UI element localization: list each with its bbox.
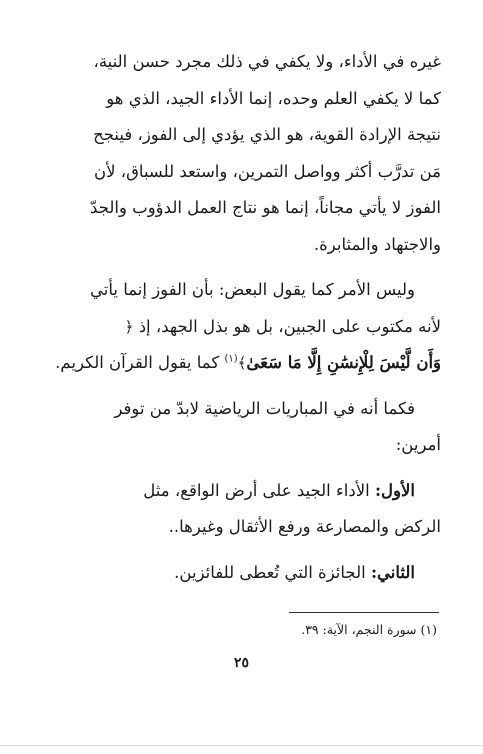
footnote: (١) سورة النجم، الآية: ٣٩. (301, 622, 437, 637)
text-line: فكما أنه في المباريات الرياضية لابدّ من توفر (114, 398, 415, 418)
text-line (36, 473, 441, 510)
quran-verse: وَأَن لَّيْسَ لِلْإِنسَٰنِ إِلَّا مَا سَعَىٰ (246, 353, 441, 372)
text-line: نتيجة الإرادة القوية، هو الذي يؤدي إلى الفوز، فينجح (93, 125, 441, 144)
text-line: كما لا يكفي العلم وحده، إنما الأداء الجيد، الذي هو (106, 88, 441, 108)
text-fragment: كما يقول القرآن الكريم. (55, 353, 220, 372)
text-line: مَن تدرَّب أكثر وواصل التمرين، واستعد للسباق، لأن (94, 161, 441, 181)
text-line (36, 345, 441, 382)
list-item-second (36, 555, 441, 592)
text-line (36, 555, 441, 592)
text-line: وليس الأمر كما يقول البعض: بأن الفوز إنما يأتي (90, 280, 415, 299)
text-line: والاجتهاد والمثابرة. (313, 234, 441, 254)
paragraph-sports (36, 391, 441, 464)
item-term: الأول: (374, 480, 415, 500)
footnote-reference: (١) (224, 353, 238, 365)
text-line (36, 309, 441, 346)
footnote-divider (289, 612, 439, 613)
text-fragment: الأداء الجيد على أرض الواقع، مثل (143, 480, 370, 500)
paragraph-performance (36, 44, 441, 263)
item-term: الثاني: (370, 562, 415, 582)
text-fragment: لأنه مكتوب على الجبين، بل هو بذل الجهد، إذ (138, 316, 441, 336)
text-line: غيره في الأداء، ولا يكفي في ذلك مجرد حسن النية، (93, 52, 441, 71)
page-number: ٢٥ (233, 655, 250, 671)
text-line: الفوز لا يأتي مجاناً، إنما هو نتاج العمل الدؤوب والجدّ (90, 198, 441, 217)
page-bottom-edge (0, 745, 483, 746)
body-text (36, 44, 441, 600)
quran-open-bracket: ﴿ (124, 317, 134, 336)
text-line: الركض والمصارعة ورفع الأثقال وغيرها.. (168, 517, 441, 536)
paragraph-effort (36, 272, 441, 382)
list-item-first (36, 473, 441, 546)
quran-close-bracket: ﴾ (237, 354, 247, 372)
text-fragment: الجائزة التي تُعطى للفائزين. (174, 562, 366, 582)
text-line: أمرين: (395, 435, 441, 454)
